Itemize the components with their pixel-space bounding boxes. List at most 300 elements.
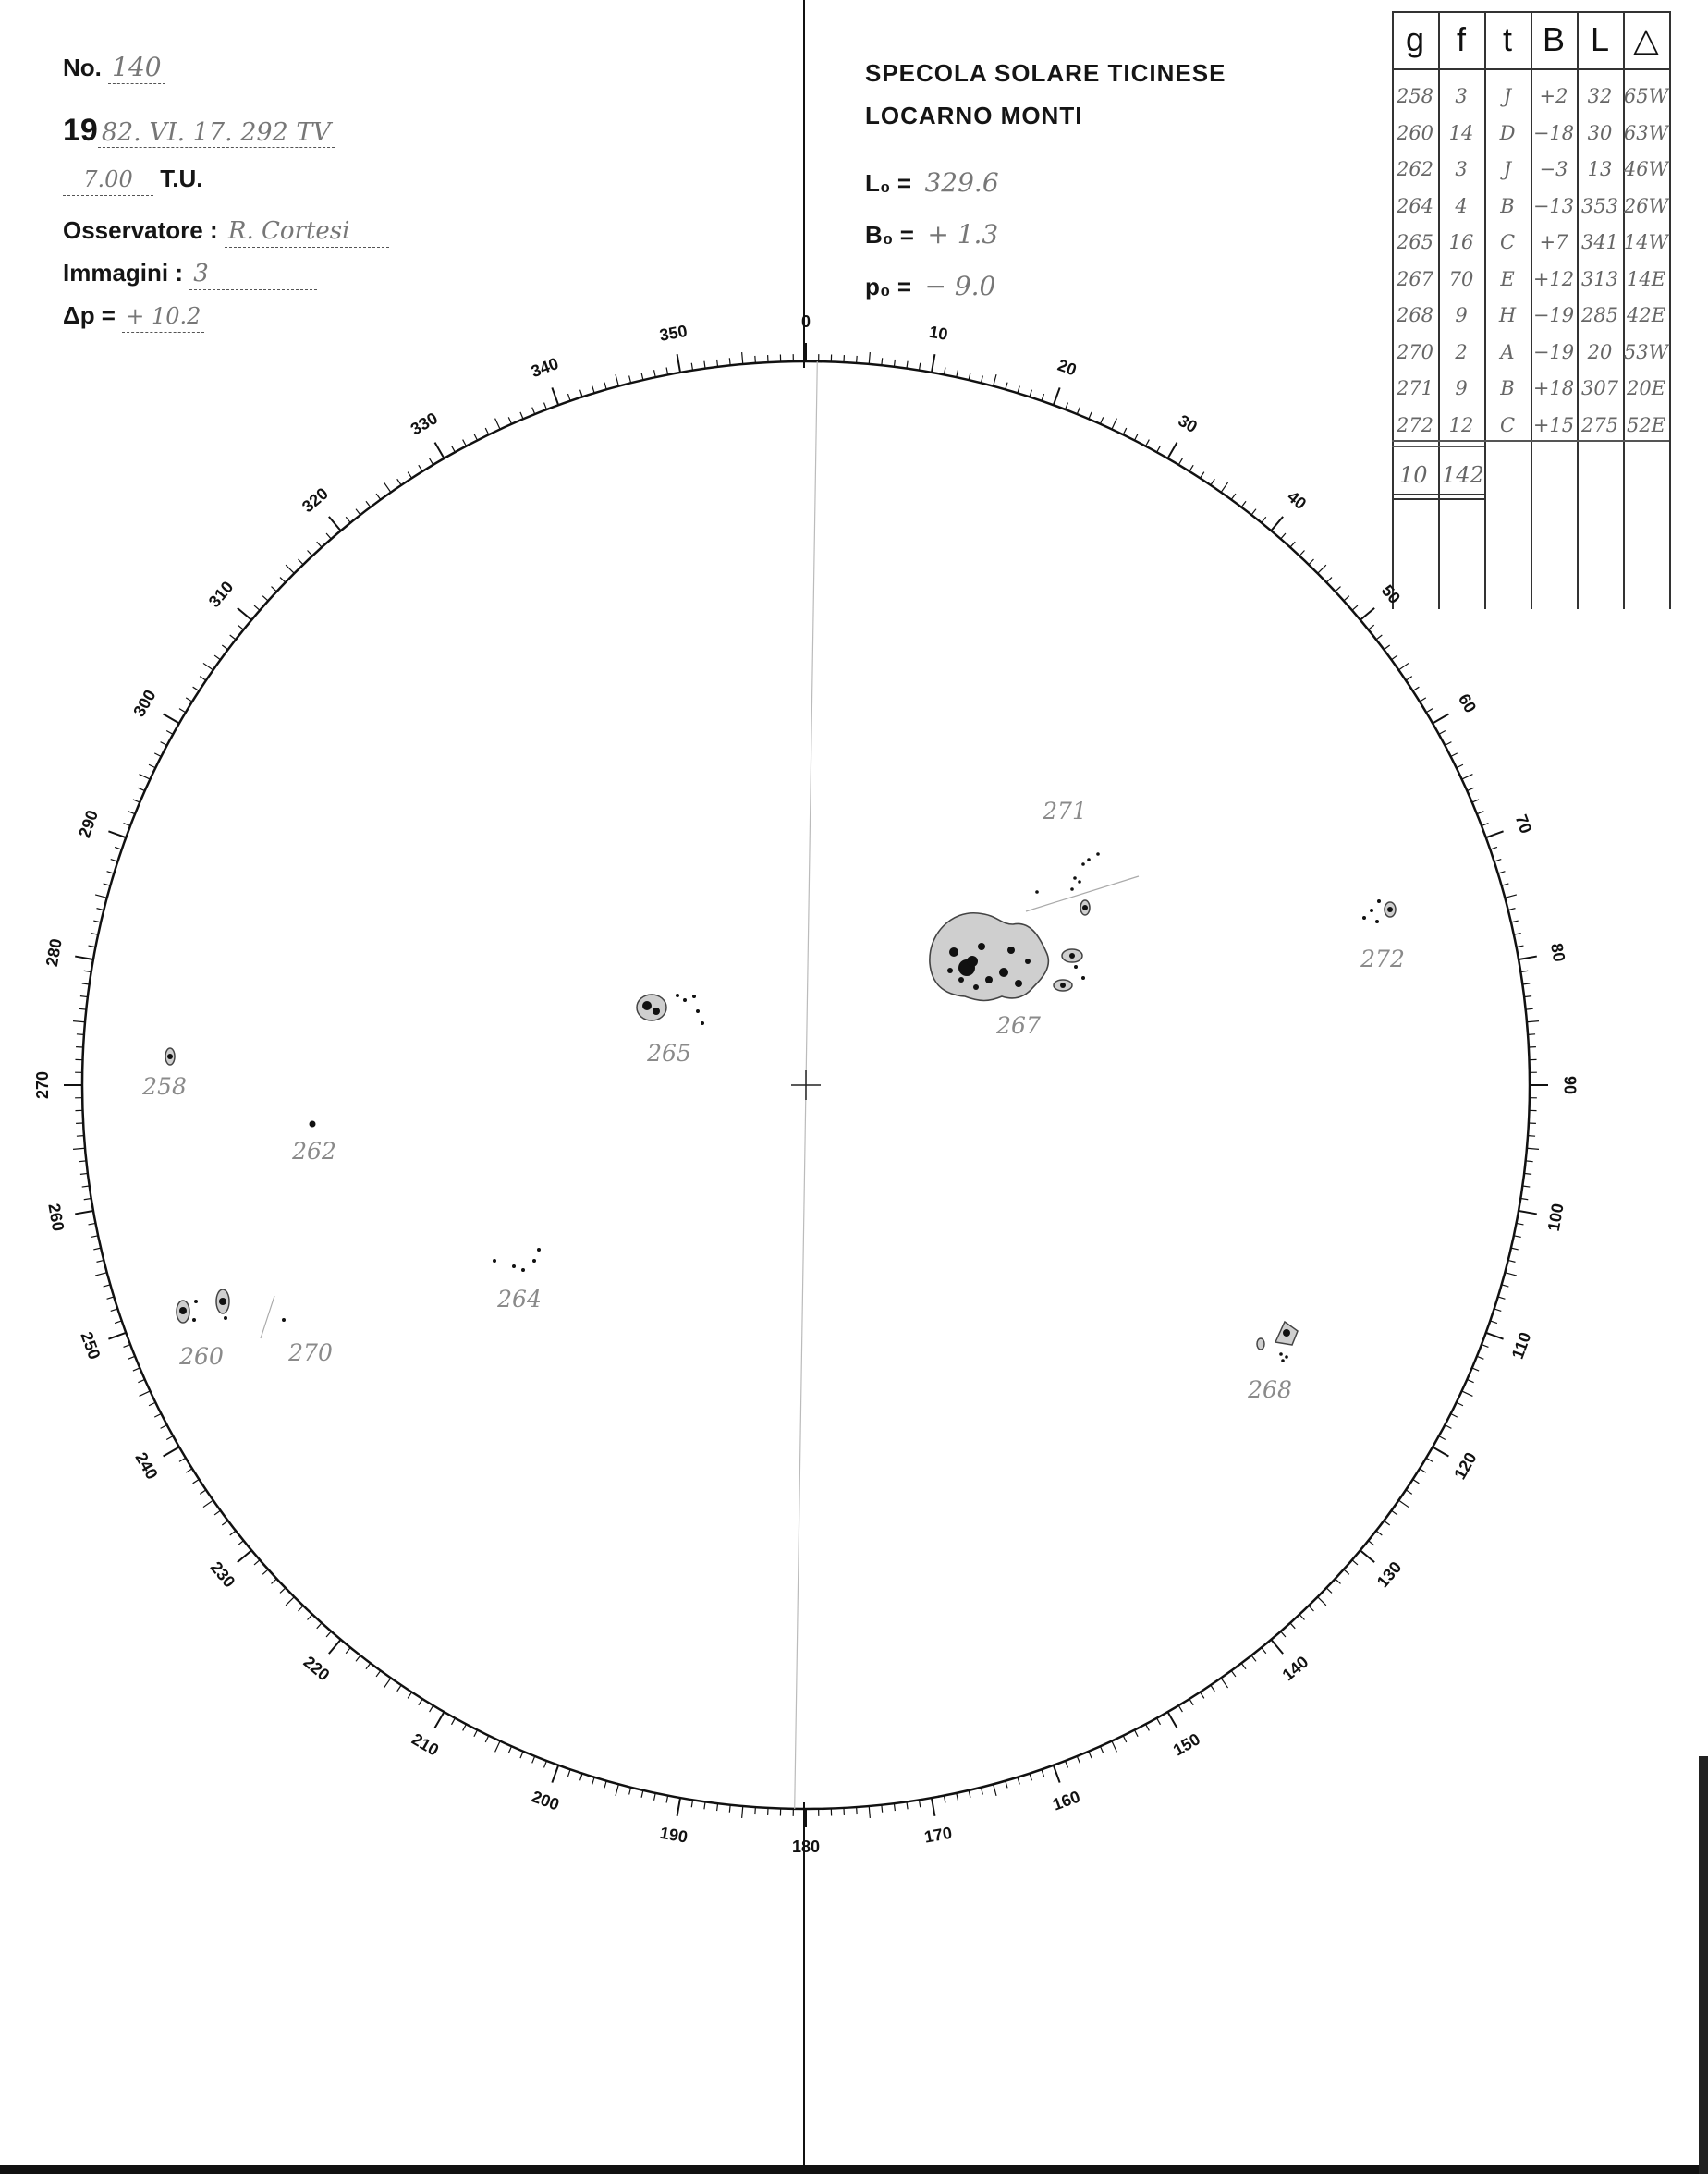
angle-tick [1006,383,1007,390]
table-cell: 4 [1455,194,1468,217]
angle-label: 150 [1169,1729,1203,1760]
angle-tick [384,1678,390,1688]
angle-tick [755,1807,756,1814]
angle-tick [1112,1741,1116,1753]
spot-267-umbra [973,984,979,990]
angle-tick [326,1631,331,1637]
angle-tick [140,775,151,779]
angle-tick [1445,742,1451,746]
angle-tick [326,533,331,539]
angle-tick [717,360,718,367]
angle-tick [1462,1391,1473,1396]
angle-tick [80,996,88,997]
group-label: 270 [288,1339,333,1366]
angle-tick [1511,921,1519,922]
spot-268-pore [1285,1355,1288,1359]
angle-tick [1490,847,1497,849]
angle-tick [115,847,122,849]
angle-tick [654,1793,656,1801]
angle-tick [474,434,478,440]
angle-tick [616,374,618,386]
spot-260-umbra [179,1307,187,1314]
images-label: Immagini : [63,259,184,287]
angle-tick [161,742,167,746]
angle-tick [729,358,730,365]
angle-tick [128,1356,135,1359]
scan-edge-bottom [0,2165,1708,2174]
header-L: L [1590,20,1610,58]
time-value: 7.00 [63,164,153,196]
spot-265-pore [701,1021,704,1025]
angle-tick [1398,1500,1409,1507]
sunspot-group-labels [141,798,1405,1403]
angle-tick [1231,1670,1236,1676]
spot-267-umbra [949,947,958,957]
angle-label: 210 [409,1729,443,1760]
header-f: f [1456,20,1466,58]
angle-tick [567,1769,570,1777]
angle-tick [280,1588,286,1594]
table-cell: 14E [1626,267,1666,290]
spot-258-umbra [167,1054,173,1059]
scan-edge-right [1699,1756,1708,2174]
angle-tick [1100,1746,1103,1753]
angle-label: 20 [1055,355,1080,380]
table-cell: 53W [1623,340,1669,363]
table-cell: 30 [1587,121,1613,144]
angle-tick [742,1806,743,1818]
spot-271-pore [1081,862,1085,866]
angle-tick [419,1699,422,1705]
institution-line-1: SPECOLA SOLARE TICINESE [865,59,1226,87]
angle-tick [1089,1752,1092,1758]
angle-tick [666,1796,668,1803]
angle-tick [567,394,570,401]
table-cell: D [1499,121,1516,144]
table-cell: 353 [1580,194,1619,217]
param-L0-value: 329.6 [924,167,999,198]
angle-tick [944,1796,946,1803]
angle-tick [882,1805,883,1813]
angle-tick [1336,1579,1341,1583]
angle-tick [89,946,96,947]
angle-tick [435,443,445,458]
angle-tick [1042,394,1044,401]
angle-tick [1168,1712,1177,1728]
angle-tick [1134,1730,1138,1737]
observer-label: Osservatore : [63,216,218,244]
angle-tick [1482,1345,1488,1348]
angle-tick [1451,1413,1458,1417]
spot-265-pore [692,995,696,998]
spot-268-umbra [1283,1329,1290,1337]
angle-tick [317,542,322,547]
angle-tick [193,1479,200,1483]
angle-tick [729,1805,730,1813]
spot-270-marker [261,1296,274,1338]
angle-tick [1494,860,1502,861]
angle-label: 60 [1454,690,1481,716]
spot-271-pore [1073,876,1077,880]
angle-tick [474,1730,478,1737]
angle-label: 260 [44,1202,68,1233]
angle-tick [1502,1285,1509,1287]
table-cell: 46W [1623,158,1669,180]
angle-tick [452,446,456,452]
angle-tick [238,608,251,620]
table-cell: 313 [1580,267,1619,290]
angle-tick [1369,1541,1374,1545]
table-cell: 341 [1580,231,1619,253]
table-cell: 265 [1396,231,1434,253]
angle-tick [677,354,680,373]
angle-label: 330 [407,409,441,439]
angle-tick [1502,884,1509,885]
angle-tick [1299,1615,1304,1620]
angle-tick [82,983,90,984]
angle-tick [1472,800,1479,802]
angle-tick [552,1765,558,1783]
angle-tick [107,1297,115,1299]
total-groups: 10 [1399,462,1428,488]
angle-label: 50 [1377,580,1405,607]
spot-267-umbra [958,977,964,983]
angle-tick [544,403,547,409]
angle-tick [1413,1479,1420,1483]
table-cell: J [1503,85,1512,107]
angle-tick [1472,1368,1479,1371]
spot-265-pore [683,998,687,1002]
angle-label: 110 [1507,1329,1535,1362]
angle-tick [1376,635,1382,640]
angle-tick [138,1379,144,1382]
angle-tick [894,360,895,367]
spot-265-umbra [653,1008,660,1015]
angle-tick [894,1803,895,1811]
spot-264-pore [493,1259,496,1263]
angle-tick [164,1447,179,1457]
angle-tick [384,482,390,493]
angle-tick [495,419,500,430]
angle-tick [1281,1631,1286,1637]
param-L0-label: L₀ = [865,169,912,197]
angle-tick [77,1034,84,1035]
angle-tick [79,1008,86,1009]
table-cell: 271 [1396,377,1434,399]
spot-267-penumbra [930,913,1048,1001]
angle-tick [957,370,958,377]
angle-tick [95,895,107,898]
angle-tick [1030,390,1031,397]
table-cell: 258 [1396,85,1434,107]
angle-tick [981,1788,982,1795]
spot-272-pore [1362,916,1366,920]
angle-tick [91,1236,98,1238]
spot-267-umbra [1069,953,1075,959]
angle-label: 190 [658,1823,689,1847]
total-spots: 142 [1442,462,1484,488]
angle-tick [629,1788,631,1795]
time-suffix: T.U. [160,165,203,192]
spot-264-pore [532,1259,536,1263]
spot-264-pore [521,1268,525,1272]
table-cell: +7 [1539,231,1568,253]
angle-label: 340 [528,354,561,382]
angle-tick [262,596,268,601]
angle-tick [1054,1765,1060,1783]
table-cell: A [1500,340,1515,363]
spot-265-penumbra [637,995,666,1020]
group-label: 272 [1360,946,1405,972]
angle-tick [666,368,668,375]
table-cell: 264 [1396,194,1434,217]
angle-tick [485,1736,489,1742]
table-cell: −18 [1532,121,1575,144]
table-cell: +18 [1532,377,1575,399]
angle-tick [495,1741,500,1753]
angle-tick [108,831,126,837]
table-cell: H [1498,304,1517,326]
spot-265-pore [676,994,679,997]
angle-tick [1376,1531,1382,1535]
angle-tick [1344,596,1349,601]
angle-tick [179,1458,186,1461]
angle-tick [73,1021,85,1022]
angle-tick [111,1309,118,1311]
spot-272-pore [1377,899,1381,903]
group-label: 267 [996,1012,1041,1039]
angle-tick [1457,764,1463,768]
angle-tick [1146,440,1150,446]
angle-tick [1168,443,1177,458]
angle-label: 160 [1050,1787,1083,1814]
angle-tick [214,1510,220,1515]
table-cell: C [1499,413,1516,436]
angle-tick [203,663,214,669]
angle-tick [532,408,535,414]
angle-tick [580,1774,582,1781]
spot-264-pore [512,1264,516,1268]
angle-tick [1522,983,1530,984]
table-cell: 270 [1396,340,1434,363]
angle-label: 300 [129,686,160,720]
angle-tick [463,440,467,446]
angle-tick [166,731,173,735]
angle-tick [1344,1569,1349,1574]
angle-tick [1527,1021,1539,1022]
table-cell: +2 [1539,85,1568,107]
angle-tick [520,412,523,419]
angle-tick [857,1807,858,1814]
angle-tick [133,1368,140,1371]
angle-tick [329,1640,341,1654]
angle-label: 70 [1511,812,1536,837]
angle-tick [1519,957,1537,959]
angle-tick [508,1746,511,1753]
angle-tick [430,1705,433,1712]
angle-tick [1413,687,1420,690]
angle-tick [1251,509,1256,515]
angle-tick [1134,434,1138,440]
angle-tick [1462,775,1473,779]
angle-tick [1221,482,1227,493]
table-cell: 14 [1448,121,1474,144]
header-B: B [1542,20,1565,58]
spot-264-pore [537,1248,541,1252]
angle-tick [1077,408,1080,414]
angle-tick [1433,714,1448,724]
angle-tick [104,884,111,885]
table-cell: 268 [1396,304,1434,326]
table-cell: 14W [1623,231,1669,253]
angle-tick [128,812,135,814]
angle-tick [397,1685,401,1692]
angle-tick [107,872,115,873]
angle-label: 270 [32,1070,52,1100]
angle-tick [238,1541,243,1545]
table-cell: 9 [1455,377,1468,399]
angle-tick [1352,1560,1358,1565]
angle-tick [111,860,118,861]
angle-tick [75,1211,93,1214]
angle-tick [356,509,360,515]
angle-tick [1066,403,1068,409]
angle-tick [508,417,511,423]
angle-tick [1299,550,1304,556]
table-cell: 267 [1396,267,1434,290]
angle-tick [430,458,433,465]
spot-271-umbra [1082,905,1088,910]
angle-tick [463,1724,467,1730]
angle-tick [1445,1425,1451,1429]
angle-tick [1190,465,1193,471]
angle-tick [1498,1297,1506,1299]
angle-tick [1318,1597,1326,1606]
sunspot-drawings [165,852,1396,1362]
angle-tick [1018,386,1019,394]
angle-tick [408,472,411,479]
spot-271-pore [1070,887,1074,891]
angle-tick [1157,1718,1161,1725]
spot-268-penumbra [1257,1338,1264,1350]
angle-label: 170 [922,1823,954,1847]
angle-tick [286,565,294,573]
angle-tick [1089,412,1092,419]
angle-tick [299,559,304,565]
angle-tick [1520,1198,1528,1199]
table-cell: 12 [1448,413,1474,436]
table-cell: 20E [1626,377,1666,399]
angle-tick [356,1655,360,1661]
angle-tick [1077,1756,1080,1763]
table-cell: 9 [1455,304,1468,326]
spot-267-umbra [967,956,978,967]
table-cell: J [1503,158,1512,180]
angle-tick [329,517,341,531]
angle-tick [1398,663,1409,669]
angle-tick [346,1648,350,1654]
spot-267-umbra [978,943,985,950]
date-value: 82. VI. 17. 292 TV [98,118,335,148]
angle-tick [179,709,186,713]
angle-label: 0 [800,311,811,331]
table-cell: 63W [1623,121,1669,144]
angle-tick [944,368,946,375]
angle-tick [214,655,220,660]
angle-tick [629,375,631,383]
param-p0-label: p₀ = [865,273,912,300]
angle-tick [1439,731,1446,735]
angle-tick [317,1623,322,1629]
angle-tick [200,677,206,680]
angle-tick [1326,1588,1332,1594]
table-cell: 262 [1396,158,1434,180]
angle-tick [1271,1640,1283,1654]
angle-tick [435,1712,445,1728]
number-label: No. [63,54,102,81]
table-cell: 2 [1455,340,1468,363]
angle-tick [308,1615,312,1620]
angle-tick [186,1469,192,1472]
angle-tick [580,390,582,397]
angle-tick [485,428,489,434]
angle-tick [1360,1550,1374,1562]
angle-tick [1018,1777,1019,1785]
angle-tick [1271,517,1283,531]
angle-tick [1477,1356,1483,1359]
angle-label: 220 [299,1652,334,1685]
angle-tick [1360,608,1374,620]
angle-tick [742,352,743,364]
angle-tick [1505,895,1517,898]
angle-tick [869,352,870,364]
angle-tick [932,1798,934,1816]
angle-tick [1457,1402,1463,1406]
angle-tick [932,354,934,373]
table-cell: 16 [1448,231,1474,253]
table-cell: −13 [1532,194,1575,217]
table-cell: +12 [1532,267,1575,290]
angle-tick [140,1391,151,1396]
angle-tick [969,373,970,380]
table-cell: B [1500,194,1515,217]
angle-tick [592,1777,594,1785]
angle-tick [1528,1034,1535,1035]
spot-267-umbra [999,968,1008,977]
angle-tick [1352,605,1358,610]
spot-267-umbra [985,976,993,983]
angle-label: 90 [1560,1075,1580,1095]
angle-tick [691,1800,692,1807]
angle-tick [1391,1510,1397,1515]
angle-tick [1262,1648,1266,1654]
table-cell: 260 [1396,121,1434,144]
spot-271-pore [1078,880,1081,884]
spot-272-pore [1375,920,1379,923]
table-cell: 3 [1455,158,1468,180]
angle-tick [616,1784,618,1796]
angle-tick [907,361,908,369]
angle-tick [869,1806,870,1818]
angle-tick [1290,1623,1295,1629]
angle-tick [704,361,705,369]
angle-label: 10 [927,322,950,344]
angle-tick [149,1402,155,1406]
angle-tick [1309,559,1314,565]
angle-label: 120 [1450,1448,1481,1483]
angle-tick [755,356,756,363]
angle-tick [161,1425,167,1429]
